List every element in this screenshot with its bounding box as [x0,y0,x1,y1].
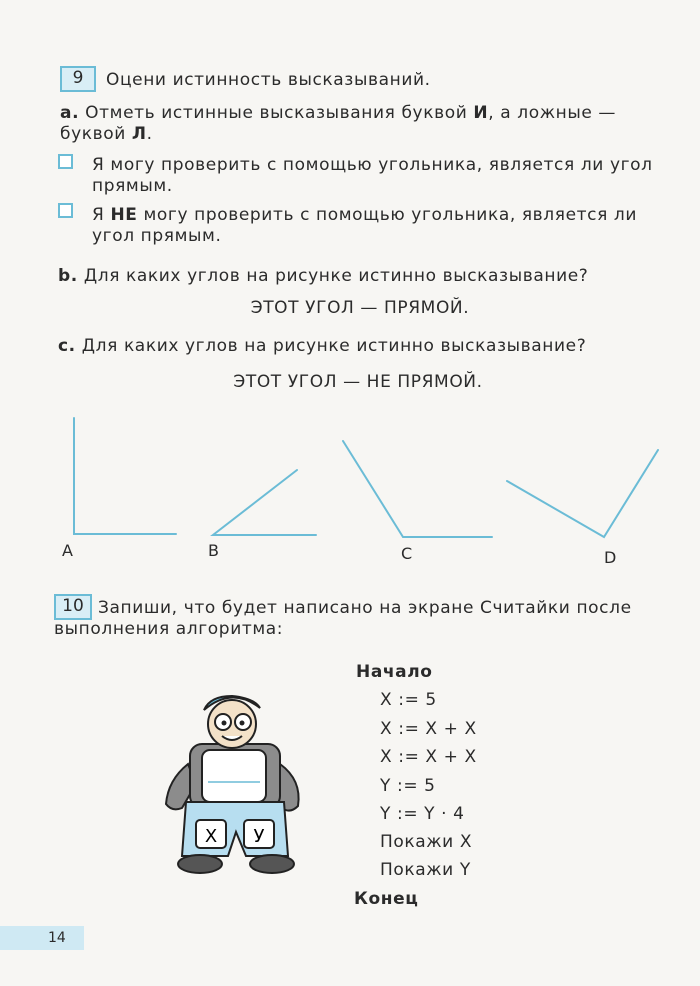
algorithm-step-2: X := X + X [380,719,477,739]
angle-label-c: C [401,544,413,563]
task-9b-statement: ЭТОТ УГОЛ — ПРЯМОЙ. [250,298,470,318]
letter-true: И [473,103,489,123]
algorithm-step-4: Y := 5 [380,776,436,796]
algorithm-step-5: Y := Y · 4 [380,804,465,824]
angle-d [507,450,658,537]
task-9b-marker: b. [58,266,78,286]
statement-1-line1: Я могу проверить с помощью угольника, является ли угол [92,155,653,175]
statement-2-negation: НЕ [110,205,138,225]
angles-figure [0,405,700,575]
task-9b-text: Для каких углов на рисунке истинно высказывание? [83,266,589,286]
task-9c-statement: ЭТОТ УГОЛ — НЕ ПРЯМОЙ. [233,372,483,392]
task-9a-line2-pre: буквой [60,124,126,144]
task-9a-line2 [60,124,153,144]
page-number-bar [0,926,84,950]
angle-label-b: B [208,541,219,560]
pocket-left-letter: X [204,826,218,847]
task-9c-text: Для каких углов на рисунке истинно высказывание? [81,336,587,356]
task-9b-question [58,266,588,286]
angle-label-d: D [604,548,617,567]
task-9c-question [58,336,586,356]
task-9-title: Оцени истинность высказываний. [106,70,431,90]
task-9a-instruction-mid: , а ложные — [488,103,617,123]
page-number: 14 [48,930,66,946]
algorithm-step-6: Покажи X [380,832,473,852]
schitaika-character-illustration [160,684,320,884]
statement-2-pre: Я [92,205,105,225]
task-9a-line2-post: . [146,124,153,144]
statement-2-line2: угол прямым. [92,226,222,246]
checkbox-statement-2[interactable] [58,203,73,218]
angle-b [213,470,316,535]
task-9c-marker: c. [58,336,76,356]
task-10-line1: Запиши, что будет написано на экране Считайки после [98,598,632,618]
task-9a-line1 [60,103,616,123]
task-10-line2: выполнения алгоритма: [54,619,284,639]
angle-a [74,418,176,534]
algorithm-step-3: X := X + X [380,747,477,767]
task-9a-marker: a. [60,103,80,123]
statement-2-line1 [92,205,637,225]
task-number-9: 9 [60,66,96,92]
task-number-10: 10 [54,594,92,620]
checkbox-statement-1[interactable] [58,154,73,169]
task-9a-instruction: Отметь истинные высказывания буквой [85,103,468,123]
algorithm-step-7: Покажи Y [380,860,471,880]
angle-label-a: A [62,541,73,560]
algorithm-start: Начало [356,662,433,682]
letter-false: Л [131,124,147,144]
algorithm-step-1: X := 5 [380,690,437,710]
statement-2-rest: могу проверить с помощью угольника, является ли [143,205,638,225]
angle-c [343,441,492,537]
statement-1-line2: прямым. [92,176,173,196]
pocket-right-letter: У [253,826,265,847]
algorithm-end: Конец [354,889,419,909]
